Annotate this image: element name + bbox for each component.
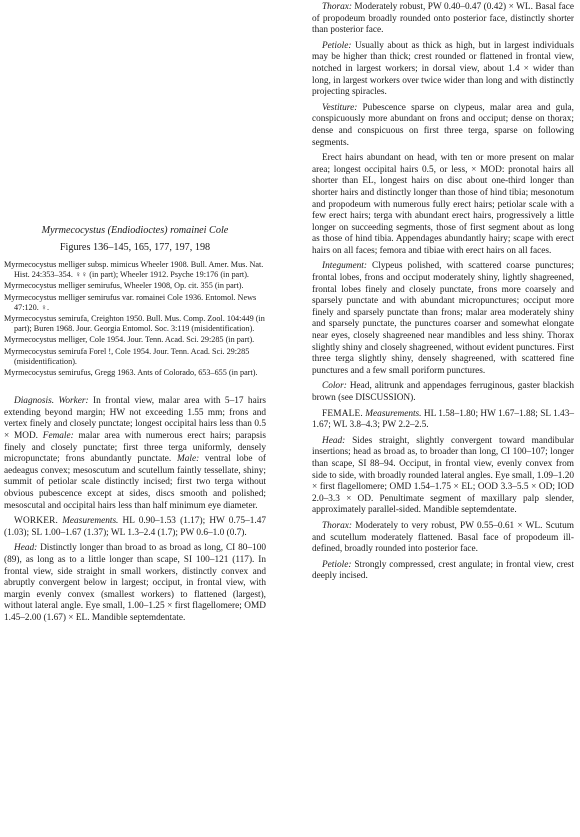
worker-erect-hairs-paragraph: Erect hairs abundant on head, with ten or more present on malar area; longest occipital hairs 0.5, or less, × MOD: pronotal hairs all shorter than EL, longest hairs on disc about one-third longer than shorter hairs and distinctly longer than those of hind tibia; mesonotum and propodeum with numerous fully erect hairs; petiolar scale with a few erect hairs; terga with abundant erect hairs, progressively a little longer on succeeding segments, those of first segment about as long as those of hind tibia. Appendages abundantly hairy; scape with erect hairs on all faces; femora and tibiae with erect hairs on all faces. [312, 153, 574, 256]
synonym-entry: Myrmecocystus melliger subsp. mimicus Wheeler 1908. Bull. Amer. Mus. Nat. Hist. 24:353–354. ♀♀ (in part); Wheeler 1912. Psyche 19:176 (in part). [4, 260, 264, 280]
worker-integument-paragraph: Integument: Clypeus polished, with scattered coarse punctures; frontal lobes, frons and occiput moderately shiny, lightly shagreened, frontal lobes finely and closely punctate, frons more coarsely and sparsely punctate and with abundant micropunctures; occiput more finely and sparsely punctate than frons; malar area moderately shiny and sparsely punctate, the punctures coarser and somewhat elongate near eyes, closely shagreened near mandibles and less shiny. Thorax slightly shiny and closely shagreened, without evident punctures. First three terga slightly shiny, densely shagreened, with scattered fine punctures and a few small poriform punctures. [312, 261, 574, 376]
worker-thorax-paragraph: Thorax: Moderately robust, PW 0.40–0.47 (0.42) × WL. Basal face of propodeum broadly rounded onto posterior face, distinctly shorter than posterior face. [312, 2, 574, 36]
left-column [4, 224, 266, 625]
worker-color-paragraph: Color: Head, alitrunk and appendages ferruginous, gaster blackish brown (see DISCUSSION). [312, 381, 574, 403]
synonym-entry: Myrmecocystus semirufa Forel !, Cole 1954. Jour. Tenn. Acad. Sci. 29:285 (misidentification). [4, 346, 250, 366]
figure-references: Figures 136–145, 165, 177, 197, 198 [59, 242, 211, 253]
female-petiole-paragraph: Petiole: Strongly compressed, crest angulate; in frontal view, crest deeply incised. [312, 559, 574, 582]
female-measurements: FEMALE. Measurements. HL 1.58–1.80; HW 1.67–1.88; SL 1.43–1.67; WL 3.8–4.3; PW 2.2–2.5. [312, 408, 575, 431]
right-column [312, 2, 574, 583]
worker-head-paragraph: Head: Distinctly longer than broad to as broad as long, CI 80–100 (89), as long as to a little longer than scape, SI 100–121 (117). In frontal view, side straight in small workers, distinctly convex and abruptly convergent below in largest; occiput, in frontal view, with margin evenly convex (smallest workers) to flattened (largest), without lateral angle. Eye small, 1.00–1.25 × first flagellomere; OMD 1.45–2.00 (1.67) × EL. Mandible septemdentate. [4, 543, 266, 623]
female-head-paragraph: Head: Sides straight, slightly convergent toward mandibular insertions; head as broad as, to broader than long, CI 100–107; longer than scape, SI 88–94. Occiput, in frontal view, evenly convex from side to side, with broadly rounded lateral angles. Eye small, 1.09–1.20 × first flagellomere; OMD 1.54–1.75 × EL; OOD 3.3–5.5 × OD; IOD 2.0–3.3 × OD. Penultimate segment of maxillary palp slender, approximately parallel-sided. Mandible septemdentate. [312, 435, 574, 516]
synonymy-list [4, 260, 266, 378]
worker-measurements: WORKER. Measurements. HL 0.90–1.53 (1.17); HW 0.75–1.47 (1.03); SL 1.00–1.67 (1.37); WL 1.3–2.4 (1.7); PW 0.6–1.0 (0.7). [4, 516, 266, 538]
synonym-entry: Myrmecocystus melliger semirufus, Wheeler 1908, Op. cit. 355 (in part). [4, 281, 244, 291]
worker-vestiture-paragraph: Vestiture: Pubescence sparse on clypeus, malar area and gula, conspicuously more abundant on frons and occiput; dense on thorax; dense and conspicuous on first three terga, sparse on following segments. [312, 102, 574, 148]
synonym-entry: Myrmecocystus semirufus, Gregg 1963. Ants of Colorado, 653–655 (in part). [4, 368, 258, 378]
synonym-entry: Myrmecocystus melliger, Cole 1954. Jour. Tenn. Acad. Sci. 29:285 (in part). [4, 335, 255, 345]
worker-petiole-paragraph: Petiole: Usually about as thick as high, but in largest individuals may be higher than thick; crest rounded or flattened in frontal view, notched in largest workers; in dorsal view, about 1.4 × wider than long, in largest workers over twice wider than long and with distinctly projecting spiracles. [312, 40, 574, 98]
female-thorax-paragraph: Thorax: Moderately to very robust, PW 0.55–0.61 × WL. Scutum and scutellum moderately flattened. Basal face of propodeum ill-defined, broadly rounded into posterior face. [312, 520, 574, 555]
species-title: Myrmecocystus (Endiodioctes) romainei Cole [41, 225, 229, 236]
synonym-entry: Myrmecocystus semirufa, Creighton 1950. Bull. Mus. Comp. Zool. 104:449 (in part); Buren 1968. Jour. Georgia Entomol. Soc. 3:119 (misidentification). [4, 314, 265, 334]
synonym-entry: Myrmecocystus melliger semirufus var. romainei Cole 1936. Entomol. News 47:120. ♀. [4, 292, 257, 312]
diagnosis-paragraph: Diagnosis. Worker: In frontal view, malar area with 5–17 hairs extending beyond margin; HW not exceeding 1.55 mm; frons and vertex finely and closely punctate; longest occipital hairs less than 0.5 × MOD. Female: malar area with numerous erect hairs; parapsis finely and closely punctate; first three terga uniformly, densely micropunctate; frons abundantly punctate. Male: ventral lobe of aedeagus convex; mesoscutum and scutellum faintly tessellate, shiny; summit of petiolar scale distinctly incised; first two terga without obvious pubescence except at sides, discs smooth and polished; mesoscutal and occipital hairs less than half minimum eye diameter. [4, 396, 267, 511]
